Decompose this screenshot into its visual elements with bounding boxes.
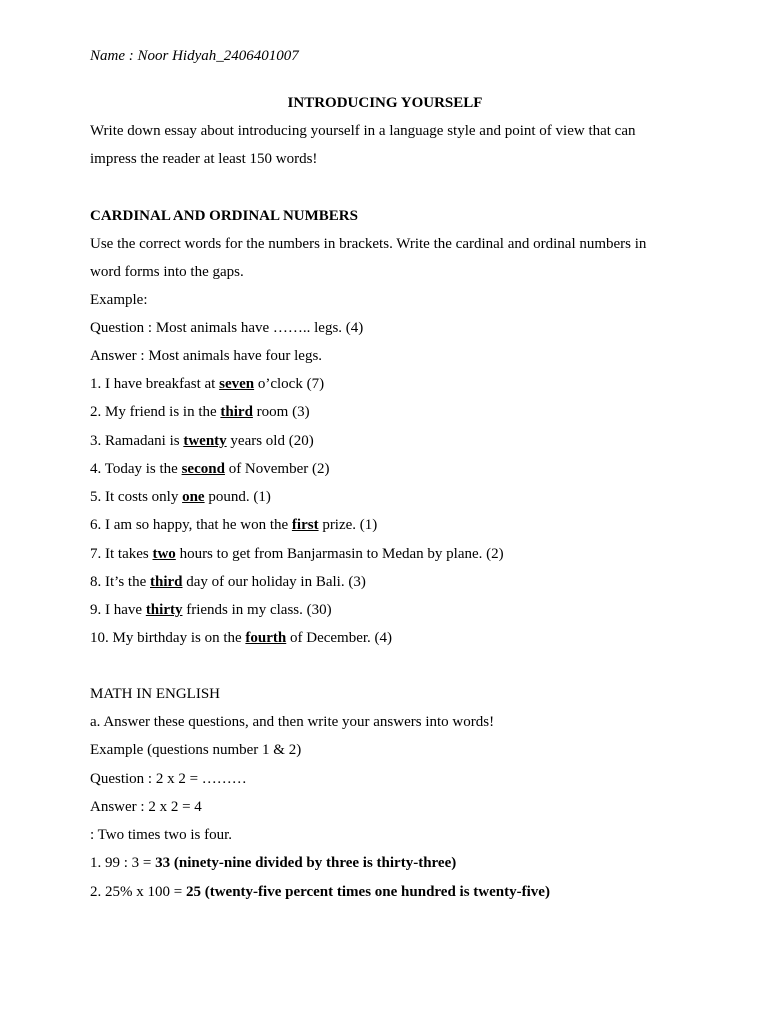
list-item [90, 601, 332, 619]
section2-example-answer: Answer : Most animals have four legs. [90, 348, 323, 364]
answer-word: one [182, 489, 205, 505]
item-text: 2. My friend is in the [90, 404, 221, 420]
item-text: years old (20) [226, 433, 314, 449]
math-answer: 33 (ninety-nine divided by three is thirty-three) [155, 855, 457, 871]
item-text: 8. It’s the [90, 574, 150, 590]
answer-word: third [150, 574, 183, 590]
section3-instruction: a. Answer these questions, and then write your answers into words! [90, 714, 495, 730]
item-text: of November (2) [224, 461, 330, 477]
list-item [90, 629, 392, 647]
item-text: 3. Ramadani is [90, 433, 184, 449]
item-text: 7. It takes [90, 546, 153, 562]
item-text: hours to get from Banjarmasin to Medan by plane. (2) [175, 546, 504, 562]
section3-example-answer: Answer : 2 x 2 = 4 [90, 799, 202, 815]
answer-word: thirty [145, 602, 183, 618]
list-item [90, 460, 329, 478]
section-title-cardinal-ordinal: CARDINAL AND ORDINAL NUMBERS [90, 208, 358, 224]
item-text: of December. (4) [286, 630, 393, 646]
section2-instruction-line1: Use the correct words for the numbers in brackets. Write the cardinal and ordinal numbers in [90, 236, 647, 252]
item-text: 1. 99 : 3 = [90, 855, 156, 871]
answer-word: seven [219, 376, 255, 392]
section-title-introducing-yourself: INTRODUCING YOURSELF [287, 95, 483, 111]
item-text: friends in my class. (30) [182, 602, 332, 618]
section2-instruction-line2: word forms into the gaps. [90, 264, 244, 280]
item-text: 4. Today is the [90, 461, 182, 477]
list-item [90, 488, 271, 506]
math-answer: 25 (twenty-five percent times one hundred is twenty-five) [185, 884, 550, 900]
item-text: prize. (1) [318, 517, 378, 533]
item-text: day of our holiday in Bali. (3) [182, 574, 366, 590]
item-text: 10. My birthday is on the [90, 630, 246, 646]
item-text: 2. 25% x 100 = [90, 884, 186, 900]
list-item [90, 432, 314, 450]
answer-word: second [181, 461, 225, 477]
item-text: 9. I have [90, 602, 146, 618]
student-name: Name : Noor Hidyah_2406401007 [90, 48, 299, 64]
item-text: 6. I am so happy, that he won the [90, 517, 292, 533]
answer-word: two [152, 546, 176, 562]
section2-example-label: Example: [90, 292, 148, 308]
answer-word: third [220, 404, 253, 420]
answer-word: twenty [183, 433, 227, 449]
section1-instruction-line2: impress the reader at least 150 words! [90, 151, 318, 167]
item-text: 5. It costs only [90, 489, 183, 505]
section3-example-label: Example (questions number 1 & 2) [90, 742, 302, 758]
list-item [90, 403, 310, 421]
list-item [90, 573, 366, 591]
item-text: 1. I have breakfast at [90, 376, 220, 392]
item-text: o’clock (7) [254, 376, 325, 392]
list-item [90, 545, 504, 563]
section2-example-question: Question : Most animals have …….. legs. (4) [90, 320, 364, 336]
list-item [90, 883, 550, 901]
section3-example-words: : Two times two is four. [90, 827, 233, 843]
item-text: room (3) [252, 404, 310, 420]
list-item [90, 516, 377, 534]
list-item [90, 375, 324, 393]
section3-example-question: Question : 2 x 2 = ……… [90, 771, 247, 787]
answer-word: first [291, 517, 319, 533]
section1-instruction-line1: Write down essay about introducing yourself in a language style and point of view that can [90, 123, 636, 139]
answer-word: fourth [245, 630, 287, 646]
section-title-math-in-english: MATH IN ENGLISH [90, 686, 220, 702]
item-text: pound. (1) [204, 489, 271, 505]
list-item [90, 854, 456, 872]
